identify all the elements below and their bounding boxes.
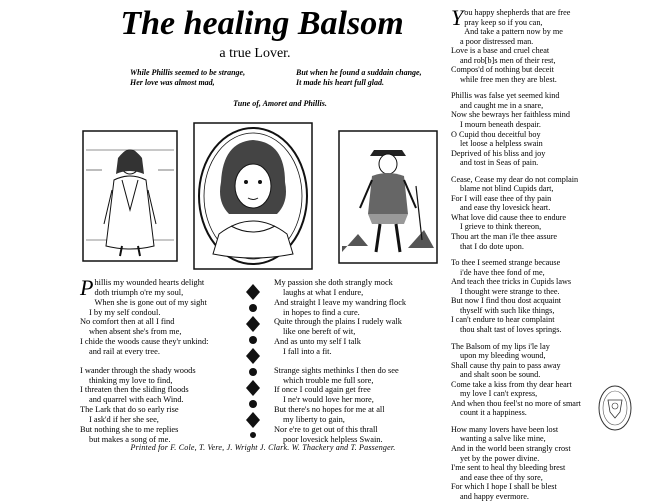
verse-line: Shall cause thy pain to pass away (451, 360, 561, 370)
verse-line: But now I find thou dost acquaint (451, 296, 562, 306)
verse-line: Phillis was false yet seemed kind (451, 91, 560, 101)
verse-line: I ask'd if her she see, (89, 414, 159, 424)
verse-line: Cease, Cease my dear do not complain (451, 174, 579, 184)
verse-line: And in the world been strangly crost (451, 443, 571, 453)
verse-line: which trouble me full sore, (283, 375, 374, 385)
verse-line: Love is a base and cruel cheat (451, 46, 550, 56)
verse-line: thinking my love to find, (89, 375, 173, 385)
stanza (451, 258, 601, 334)
verse-line: I fall into a fit. (283, 346, 332, 356)
verse-line: Quite through the plains I rudely walk (274, 317, 402, 327)
verse-line: thou shalt tast of loves springs. (460, 324, 562, 334)
verse-line: upon my bleeding wound, (460, 351, 546, 361)
verse-line: my liberty to gain, (283, 414, 345, 424)
verse-line: And teach thee tricks in Cupids laws (451, 277, 572, 287)
verse-line: How many lovers have been lost (451, 424, 559, 434)
verse-line: Come take a kiss from thy dear heart (451, 379, 572, 389)
verse-line: Compos'd of nothing but deceit (451, 65, 554, 75)
gentleman-with-hat-woodcut (338, 130, 438, 264)
intro-verse-line: While Phillis seemed to be strange, (130, 68, 246, 77)
verse-line: I can't endure to hear complaint (451, 315, 555, 325)
verse-line: Nor e're to get out of this thrall (274, 424, 378, 434)
verse-line: I'me sent to heal thy bleeding brest (451, 463, 566, 473)
verse-line: Strange sights methinks I then do see (274, 365, 399, 375)
man-in-long-coat-woodcut (82, 130, 178, 262)
verse-line: I mourn beneath despair. (460, 120, 541, 130)
verse-line: I ne'r would love her more, (283, 395, 374, 405)
verse-line: and quarrel with each Wind. (89, 395, 184, 405)
stanza (451, 342, 601, 418)
verse-line: and caught me in a snare, (460, 100, 544, 110)
verse-line: If once I could again get free (274, 385, 371, 395)
verse-line: O Cupid thou deceitful boy (451, 129, 541, 139)
column-left (80, 275, 240, 454)
verse-line: yet by the power divine. (460, 453, 540, 463)
verse-line: I threaten then the sliding floods (80, 385, 189, 395)
verse-line: and shalt soon be sound. (460, 370, 541, 380)
verse-line: and ease thy lovesick heart. (460, 203, 551, 213)
stanza (274, 366, 434, 445)
verse-line: laughs at what I endure, (283, 287, 364, 297)
verse-line: I chide the woods cause they'r unkind: (80, 337, 209, 347)
verse-line: And when thou feel'st no more of smart (451, 398, 581, 408)
archive-seal-icon (596, 382, 634, 434)
decorative-border-ornament (238, 280, 268, 440)
printer-imprint: Printed for F. Cole, T. Vere, J. Wright J. Clark. W. Thackery and T. Passenger. (130, 443, 396, 452)
verse-line: Thou art the man i'le thee assure (451, 232, 558, 242)
verse-line: What love did cause thee to endure (451, 212, 567, 222)
verse-line: when absent she's from me, (89, 327, 182, 337)
verse-line: No comfort then at all I find (80, 317, 175, 327)
verse-line: and happy evermore. (460, 491, 529, 501)
column-right (451, 5, 601, 501)
verse-line: And take a pattern now by me (464, 27, 563, 37)
verse-line: i'de have thee fond of me, (460, 267, 545, 277)
stanza (80, 366, 240, 445)
verse-line: while free men they are blest. (460, 74, 557, 84)
woman-portrait-woodcut (193, 122, 313, 270)
verse-line: blame not blind Cupids dart, (460, 184, 554, 194)
intro-verse-left (130, 68, 245, 88)
verse-line: and rail at every tree. (89, 346, 160, 356)
verse-line: poor lovesick helpless Swain. (283, 434, 383, 444)
stanza (451, 5, 601, 84)
verse-line: I grieve to think thereon, (460, 222, 542, 232)
intro-verse-line: But when he found a suddain change, (296, 68, 422, 77)
verse-line: but makes a song of me. (89, 434, 171, 444)
verse-line: wanting a salve like mine, (460, 434, 546, 444)
drop-cap: Y (451, 5, 464, 30)
verse-line: and rob[b]s men of their rest, (460, 55, 556, 65)
intro-verse-right (296, 68, 422, 88)
verse-line: For I will ease thee of thy pain (451, 193, 552, 203)
verse-line: But nothing she to me replies (80, 424, 179, 434)
verse-line: Now she bewrays her faithless mind (451, 110, 570, 120)
verse-line: But there's no hopes for me at all (274, 405, 385, 415)
verse-line: doth triumph o're my soul, (94, 287, 184, 297)
verse-line: pray keep so if you can, (464, 17, 543, 27)
verse-line: that I do dote upon. (460, 241, 524, 251)
verse-line: let loose a helpless swain (460, 139, 543, 149)
ballad-title: The healing Balsom (120, 5, 404, 42)
verse-line: I by my self condoul. (89, 307, 161, 317)
intro-verse-line: It made his heart full glad. (296, 78, 385, 87)
verse-line: I thought were strange to thee. (460, 286, 560, 296)
verse-line: thyself with such like things, (460, 305, 555, 315)
verse-line: in hopes to find a cure. (283, 307, 360, 317)
column-middle (274, 278, 434, 454)
verse-line: Deprived of his bliss and joy (451, 148, 546, 158)
verse-line: And straight I leave my wandring flock (274, 297, 407, 307)
stanza (451, 91, 601, 167)
ballad-subtitle: a true Lover. (219, 46, 291, 61)
verse-line: and tost in Seas of pain. (460, 158, 539, 168)
drop-cap: P (80, 275, 94, 300)
verse-line: I wander through the shady woods (80, 365, 196, 375)
verse-line: To thee I seemed strange because (451, 258, 561, 268)
intro-verse-line: Her love was almost mad, (130, 78, 215, 87)
verse-line: a poor distressed man. (460, 36, 534, 46)
verse-line: my love I can't express, (460, 389, 538, 399)
verse-line: hillis my wounded hearts delight (94, 278, 205, 287)
tune-line: Tune of, Amoret and Phillis. (233, 99, 327, 108)
stanza (80, 275, 240, 357)
stanza (451, 425, 601, 501)
verse-line: My passion she doth strangly mock (274, 278, 393, 287)
verse-line: ou happy shepherds that are free (464, 8, 571, 17)
verse-line: For which I hope I shall be blest (451, 482, 557, 492)
verse-line: and ease thee of thy sore, (460, 472, 543, 482)
verse-line: The Balsom of my lips i'le lay (451, 341, 550, 351)
verse-line: And as unto my self I talk (274, 337, 361, 347)
verse-line: count it a happiness. (460, 408, 527, 418)
stanza (274, 278, 434, 357)
verse-line: When she is gone out of my sight (94, 297, 207, 307)
verse-line: The Lark that do so early rise (80, 405, 179, 415)
stanza (451, 175, 601, 251)
verse-line: like one bereft of wit, (283, 327, 356, 337)
